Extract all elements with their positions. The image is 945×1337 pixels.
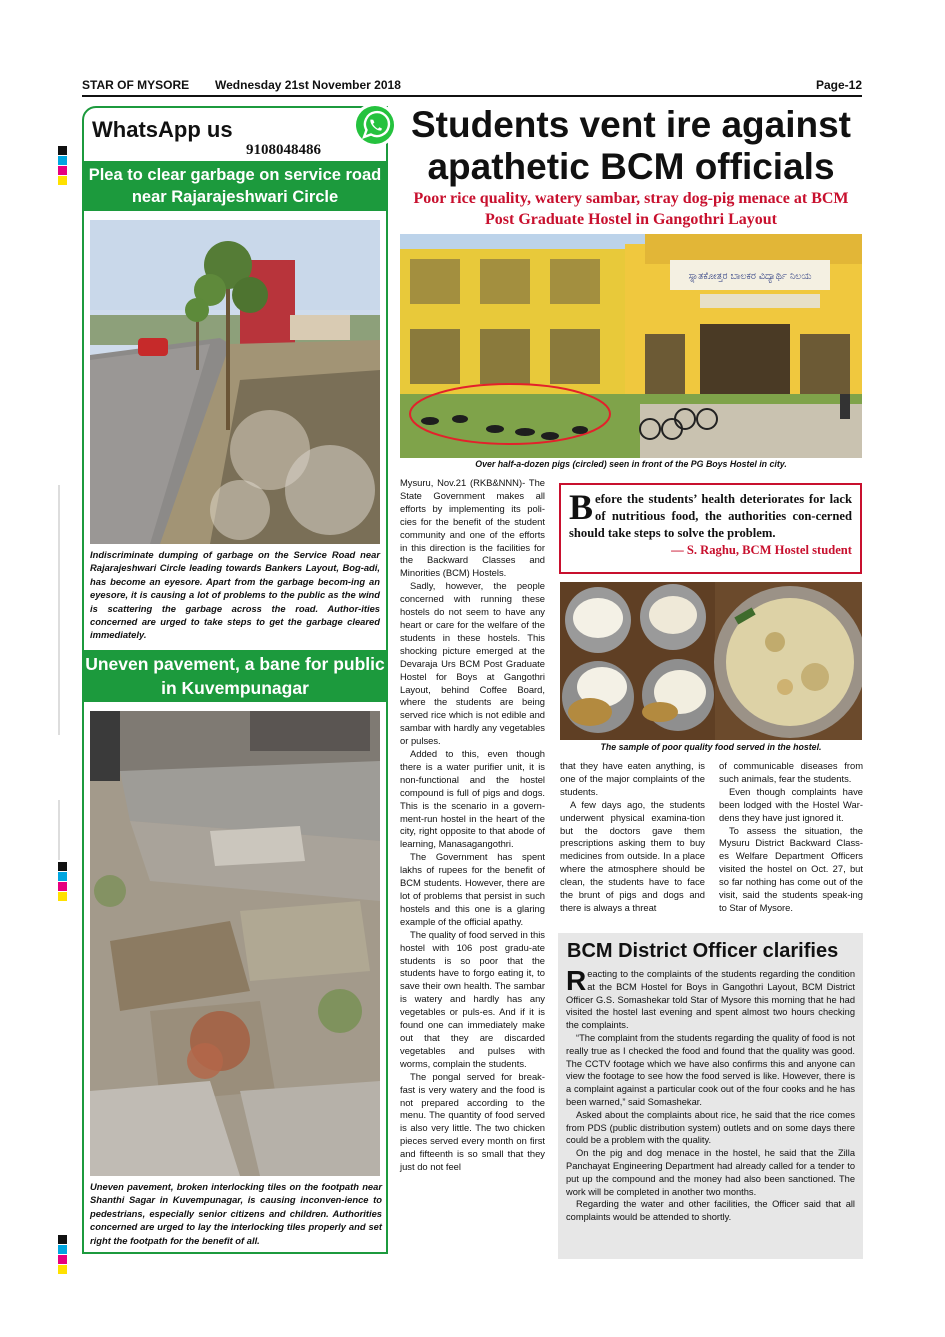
- print-mark-black: [58, 1235, 67, 1244]
- print-mark-cyan: [58, 156, 67, 165]
- story-paragraph: A few days ago, the students underwent physical examina-tion but the doctors gave them prescriptions asking them to buy medicines from outside. In a place where the atmosphere should be clean, the students have to face the brunt of pigs and dogs and there is always a threat: [560, 798, 705, 913]
- food-photo: [560, 582, 862, 740]
- story-column-3: [719, 760, 863, 915]
- story-paragraph: Mysuru, Nov.21 (RKB&NNN)- The State Government makes all efforts by implementing its poli-cies for the benefit of the student community and one of the efforts in this direction is the facilities for the Backward Classes and Minorities (BCM) Hostels.: [400, 477, 545, 579]
- story-column-1: [400, 477, 545, 1174]
- main-headline: Students vent ire against apathetic BCM officials: [411, 104, 851, 187]
- issue-date: Wednesday 21st November 2018: [215, 78, 401, 92]
- garbage-caption: Indiscriminate dumping of garbage on the Service Road near Rajarajeshwari Circle leading towards Bankers Layout, Bog-adi, has become an eyesore. Apart from the garbage becom-ing an eyesore, it is causing a lot of problems to the public as the wind is scattering the garbage across the road. Author-ities concerned are urged to take steps to get the garbage cleared immediately.: [90, 549, 380, 641]
- masthead: [82, 78, 862, 94]
- bcm-paragraph: Asked about the complaints about rice, he said that the rice comes from PDS (public distribution system) outlets and on some days there could be a problem with the quality.: [566, 1109, 855, 1146]
- print-mark-black: [58, 146, 67, 155]
- bcm-dropcap: R: [566, 965, 587, 996]
- story-column-2: [560, 760, 705, 915]
- quote-attribution: — S. Raghu, BCM Hostel student: [671, 543, 852, 557]
- hostel-sign: ಸ್ನಾತಕೋತ್ತರ ಬಾಲಕರ ವಿದ್ಯಾರ್ಥಿ ನಿಲಯ: [688, 271, 812, 282]
- plea-headline: Plea to clear garbage on service road near Rajarajeshwari Circle: [84, 161, 386, 211]
- pavement-photo: [90, 711, 380, 1176]
- quote-dropcap: B: [569, 487, 594, 527]
- story-paragraph: To assess the situation, the Mysuru District Backward Class-es Welfare Department Officers visited the hostel on Oct. 27, but so far nothing has come out of the visit, said the students speak-ing to Star of Mysore.: [719, 824, 863, 913]
- story-paragraph: of communicable diseases from such animals, fear the students.: [719, 760, 863, 784]
- bcm-paragraph: “The complaint from the students regarding the quality of food is not really true as I checked the food and found that the quality was good. The CCTV footage which we have also confirms this and anyone can view the footage to see how the food served is like. However, there is a complaint against a particular cook out of the four cooks and he has been warned,” said Somashekar.: [566, 1032, 855, 1107]
- bcm-officer-headline: BCM District Officer clarifies: [567, 940, 839, 962]
- food-photo-caption: The sample of poor quality food served in the hostel.: [600, 742, 822, 752]
- print-mark-magenta: [58, 882, 67, 891]
- quote-text: efore the students’ health deteriorates for lack of nutritious food, the authorities con-cerned should take steps to solve the problem.: [569, 492, 852, 540]
- header-rule: [82, 95, 862, 97]
- whatsapp-icon: [352, 102, 398, 148]
- story-paragraph: Sadly, however, the people concerned with running these hostels do not seem to have any heart or care for the welfare of the students in these hostels. This shocking picture emerged at the Devaraja Urs BCM Post Graduate Hostel for Boys at Gangothri Layout, behind Coffee Board, where the students are being served rice which is not edible and sambar with hardly any vegetables or pulses.: [400, 580, 545, 747]
- print-mark-cyan: [58, 1245, 67, 1254]
- bcm-paragraph: eacting to the complaints of the students regarding the condition at the BCM Hostel for Boys in Gangothri Layout, BCM District Officer G.S. Somashekar told Star of Mysore this morning that he had visited the hostel last evening and spent almost two hours checking the complaints.: [566, 969, 855, 1031]
- whatsapp-title: WhatsApp us: [92, 117, 233, 142]
- print-mark-yellow: [58, 1265, 67, 1274]
- hostel-photo: [400, 234, 862, 458]
- print-mark-magenta: [58, 166, 67, 175]
- bcm-officer-text: [566, 965, 855, 1224]
- pull-quote: [559, 483, 862, 574]
- story-paragraph: Added to this, even though there is a water purifier unit, it is non-functional and the hostel compound is full of pigs and dogs. This is the scenario in a govern-ment-run hostel in the heart of the city, right opposite to that abode of learning, Manasagangothri.: [400, 748, 545, 850]
- paper-name: STAR OF MYSORE: [82, 78, 190, 92]
- whatsapp-number: 9108048486: [246, 142, 321, 158]
- story-paragraph: The pongal served for break-fast is very watery and the food is not prepared according to the menu. The quantity of food served is also very little. The two chicken pieces served every month on first and fifteenth is so small that they just do not feel: [400, 1070, 545, 1173]
- story-paragraph: that they have eaten anything, is one of the major complaints of the students.: [560, 760, 705, 797]
- print-mark-yellow: [58, 176, 67, 185]
- print-rule: [58, 800, 60, 860]
- story-paragraph: The quality of food served in this hostel with 106 post gradu-ate students is so poor that the students have to forgo eating it, to save their own health. The sambar is watery and hardly has any vegetables or puls-es. And if it is found one can immediately make out that they are discarded vegetables and pulses with worms, complain the students.: [400, 928, 545, 1069]
- print-mark-magenta: [58, 1255, 67, 1264]
- uneven-pavement-headline: Uneven pavement, a bane for public in Kuvempunagar: [84, 650, 386, 702]
- story-paragraph: The Government has spent lakhs of rupees for the benefit of BCM students. However, there are lot of problems that persist in such hostels and this one is a glaring example of the official apathy.: [400, 851, 545, 927]
- bcm-paragraph: Regarding the water and other facilities, the Officer said that all complaints would be attended to shortly.: [566, 1199, 855, 1223]
- page-number: Page-12: [815, 78, 862, 92]
- garbage-photo: [90, 220, 380, 544]
- story-paragraph: Even though complaints have been lodged with the Hostel War-dens they have just ignored it.: [719, 785, 863, 823]
- print-rule: [58, 485, 60, 735]
- main-subheadline: Poor rice quality, watery sambar, stray dog-pig menace at BCM Post Graduate Hostel in Gangothri Layout: [413, 190, 849, 228]
- hostel-photo-caption: Over half-a-dozen pigs (circled) seen in front of the PG Boys Hostel in city.: [475, 459, 787, 469]
- pavement-caption: Uneven pavement, broken interlocking tiles on the footpath near Shanthi Sagar in Kuvempunagar, is causing inconven-ience to pedestrians, especially senior citizens and children. Authorities concerned are urged to lay the interlocking tiles properly and set right the footpath for the benefit of all.: [90, 1181, 382, 1246]
- bcm-paragraph: On the pig and dog menace in the hostel, he said that the Zilla Panchayat Engineering Department had already called for a tender to put up the compound and the money had also been sanctioned. The work will be completed in another two months.: [566, 1148, 855, 1197]
- print-mark-cyan: [58, 872, 67, 881]
- print-mark-black: [58, 862, 67, 871]
- print-mark-yellow: [58, 892, 67, 901]
